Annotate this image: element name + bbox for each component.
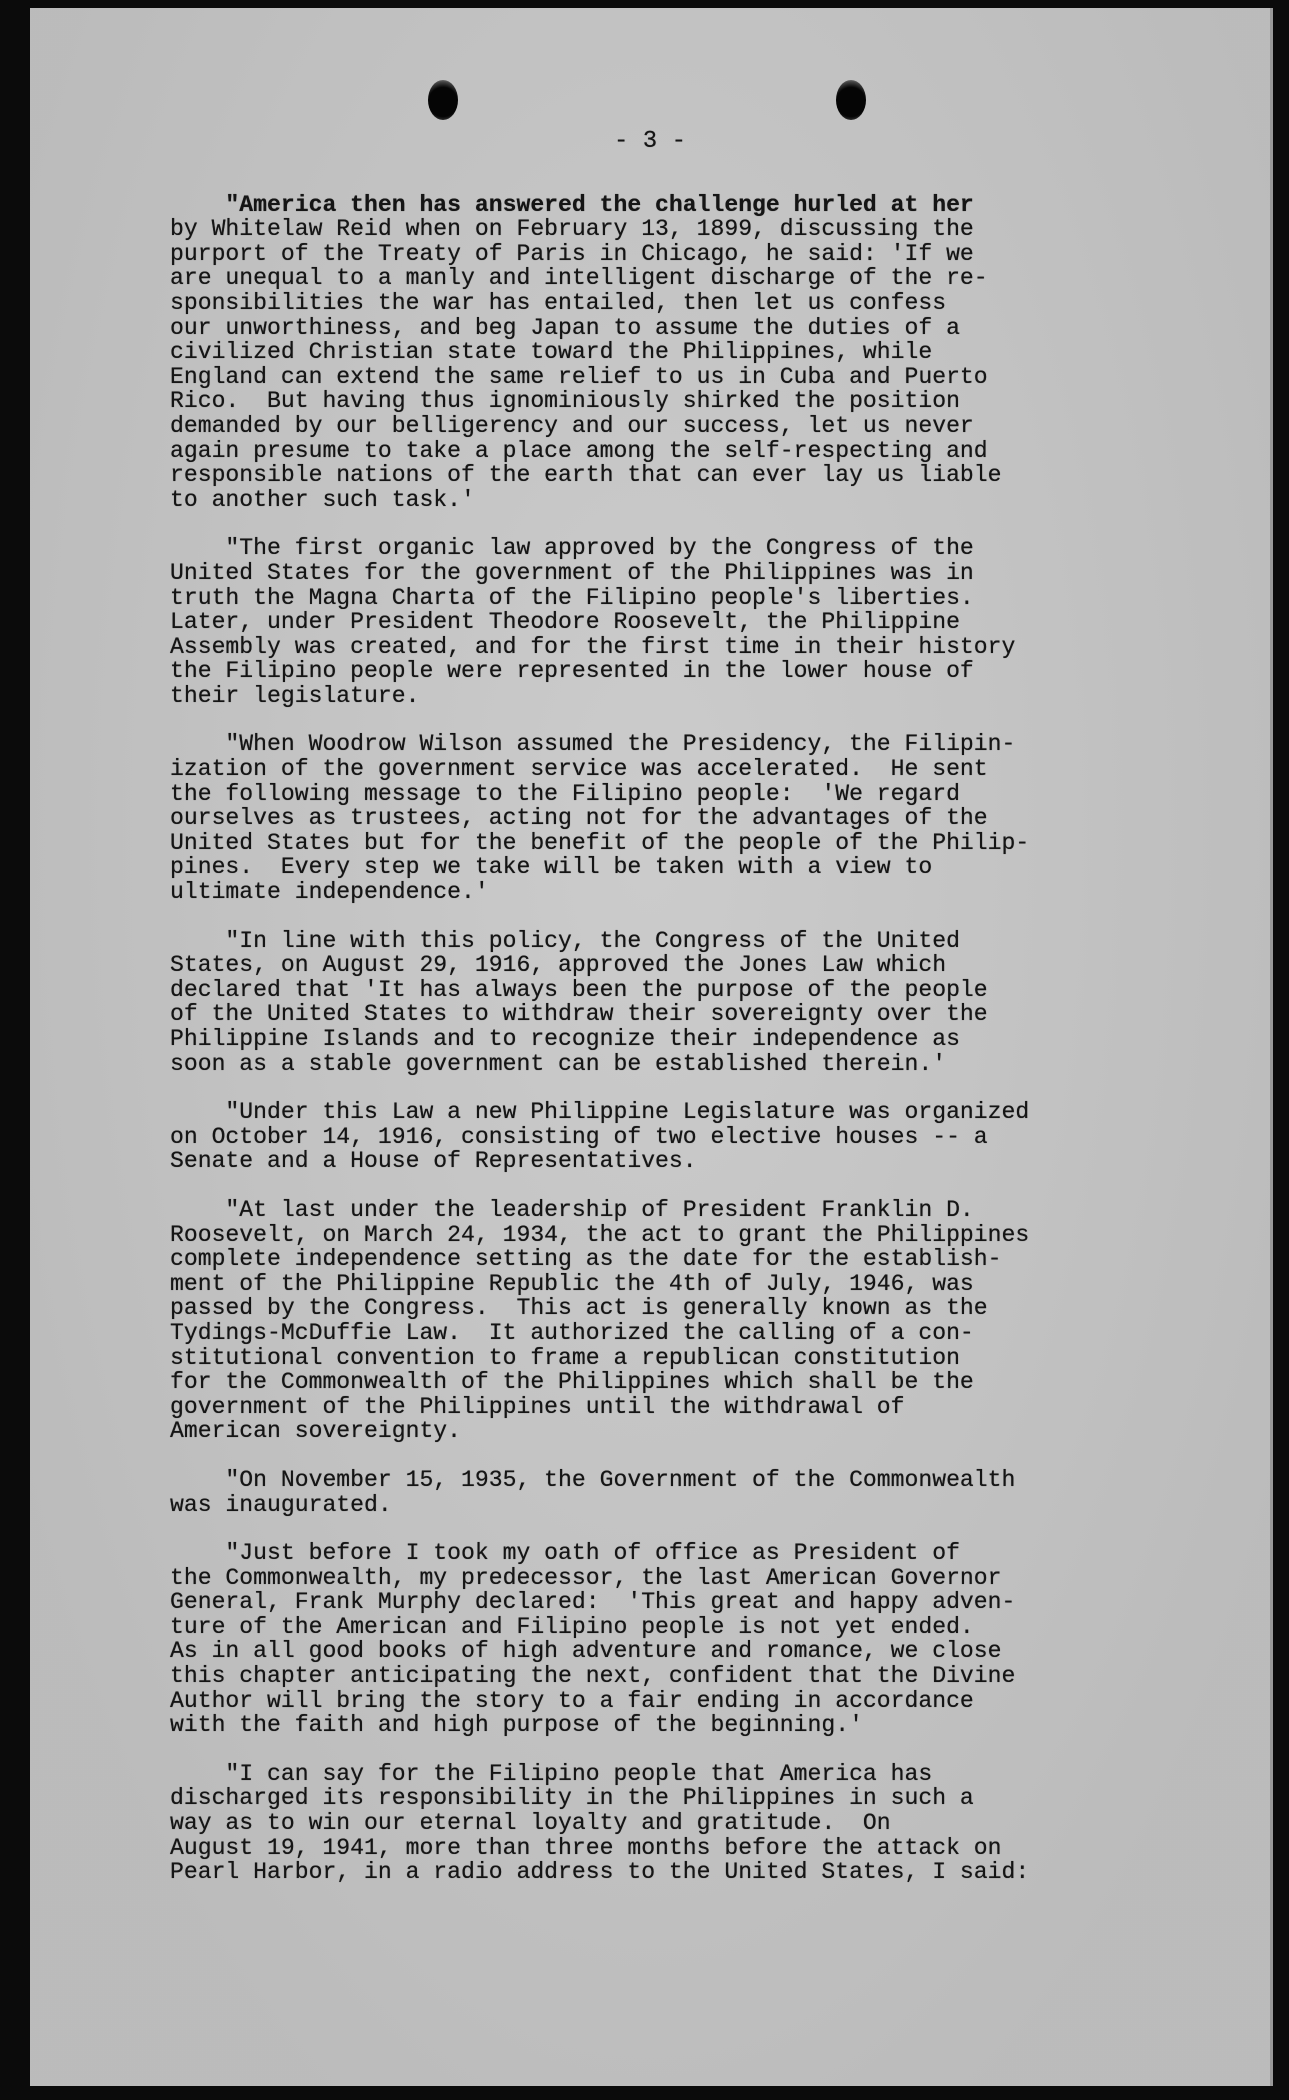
text-line: United States but for the benefit of the people of the Philip-	[170, 829, 1030, 856]
text-line: "Under this Law a new Philippine Legislature was organized	[170, 1099, 1030, 1126]
text-line: was inaugurated.	[170, 1491, 392, 1518]
paragraph-jones-law	[170, 929, 1130, 1077]
text-line: on October 14, 1916, consisting of two elective houses -- a	[170, 1123, 988, 1150]
text-line: discharged its responsibility in the Philippines in such a	[170, 1785, 974, 1812]
text-line: complete independence setting as the date for the establish-	[170, 1246, 1002, 1273]
text-line: Assembly was created, and for the first time in their history	[170, 633, 1016, 660]
text-line: civilized Christian state toward the Philippines, while	[170, 339, 933, 366]
text-line: our unworthiness, and beg Japan to assume the duties of a	[170, 314, 960, 341]
text-line: are unequal to a manly and intelligent discharge of the re-	[170, 265, 988, 292]
text-line: way as to win our eternal loyalty and gratitude. On	[170, 1810, 891, 1837]
text-line: "At last under the leadership of President Franklin D.	[170, 1196, 974, 1223]
text-line: again presume to take a place among the self-respecting and	[170, 437, 988, 464]
paragraph-whitelaw-reid	[170, 193, 1130, 513]
paragraph-eternal-loyalty	[170, 1762, 1130, 1885]
text-line: the Commonwealth, my predecessor, the last American Governor	[170, 1564, 1002, 1591]
text-line: ourselves as trustees, acting not for the advantages of the	[170, 805, 988, 832]
text-line: "In line with this policy, the Congress of the United	[170, 927, 960, 954]
text-line: passed by the Congress. This act is generally known as the	[170, 1295, 988, 1322]
paragraph-commonwealth-inauguration	[170, 1468, 1130, 1517]
paragraph-frank-murphy	[170, 1541, 1130, 1738]
text-line: ture of the American and Filipino people is not yet ended.	[170, 1613, 974, 1640]
paragraph-tydings-mcduffie	[170, 1198, 1130, 1444]
text-line: stitutional convention to frame a republican constitution	[170, 1344, 960, 1371]
text-line: "On November 15, 1935, the Government of the Commonwealth	[170, 1466, 1016, 1493]
text-line: demanded by our belligerency and our success, let us never	[170, 412, 974, 439]
punch-hole-left	[428, 80, 458, 120]
text-line: Philippine Islands and to recognize their independence as	[170, 1026, 960, 1052]
text-line: pines. Every step we take will be taken with a view to	[170, 854, 933, 881]
paragraph-woodrow-wilson	[170, 732, 1130, 904]
text-line: "When Woodrow Wilson assumed the Presidency, the Filipin-	[170, 731, 1016, 758]
text-line: soon as a stable government can be established therein.'	[170, 1050, 947, 1077]
paragraph-organic-law	[170, 536, 1130, 708]
text-line: purport of the Treaty of Paris in Chicago, he said: 'If we	[170, 240, 974, 267]
text-line: declared that 'It has always been the purpose of the people	[170, 976, 988, 1003]
text-line: by Whitelaw Reid when on February 13, 1899, discussing the	[170, 216, 974, 243]
text-line: Senate and a House of Representatives.	[170, 1148, 697, 1175]
text-line: Tydings-McDuffie Law. It authorized the calling of a con-	[170, 1319, 974, 1346]
text-line: ization of the government service was accelerated. He sent	[170, 756, 988, 783]
text-line: government of the Philippines until the withdrawal of	[170, 1393, 905, 1420]
text-line: Later, under President Theodore Roosevelt, the Philippine	[170, 609, 960, 636]
text-line: General, Frank Murphy declared: 'This great and happy adven-	[170, 1589, 1016, 1616]
text-line: their legislature.	[170, 682, 420, 709]
text-line: "Just before I took my oath of office as President of	[170, 1540, 960, 1567]
text-line: "America then has answered the challenge hurled at her	[170, 191, 974, 218]
text-line: Pearl Harbor, in a radio address to the United States, I said:	[170, 1859, 1030, 1886]
text-line: "The first organic law approved by the Congress of the	[170, 535, 974, 562]
text-line: "I can say for the Filipino people that America has	[170, 1760, 933, 1787]
text-line: this chapter anticipating the next, confident that the Divine	[170, 1663, 1016, 1690]
text-line: American sovereignty.	[170, 1418, 462, 1445]
text-line: to another such task.'	[170, 486, 475, 513]
text-line: with the faith and high purpose of the beginning.'	[170, 1712, 863, 1739]
text-line: United States for the government of the Philippines was in	[170, 559, 974, 586]
page-number: - 3 -	[613, 128, 686, 155]
text-line: the Filipino people were represented in the lower house of	[170, 658, 974, 685]
text-line: Roosevelt, on March 24, 1934, the act to grant the Philippines	[170, 1221, 1030, 1248]
text-line: of the United States to withdraw their sovereignty over the	[170, 1001, 988, 1028]
text-line: ultimate independence.'	[170, 879, 489, 906]
text-line: Author will bring the story to a fair ending in accordance	[170, 1687, 974, 1714]
text-line: States, on August 29, 1916, approved the Jones Law which	[170, 952, 947, 979]
text-line: ment of the Philippine Republic the 4th of July, 1946, was	[170, 1270, 974, 1297]
text-line: Rico. But having thus ignominiously shirked the position	[170, 388, 960, 415]
text-line: the following message to the Filipino people: 'We regard	[170, 780, 960, 807]
text-line: responsible nations of the earth that can ever lay us liable	[170, 462, 1002, 489]
text-line: As in all good books of high adventure and romance, we close	[170, 1638, 1002, 1665]
text-line: August 19, 1941, more than three months before the attack on	[170, 1834, 1002, 1861]
text-line: for the Commonwealth of the Philippines which shall be the	[170, 1369, 974, 1396]
punch-hole-right	[836, 80, 866, 120]
paragraph-legislature	[170, 1100, 1130, 1174]
text-line: England can extend the same relief to us in Cuba and Puerto	[170, 363, 988, 390]
text-line: truth the Magna Charta of the Filipino people's liberties.	[170, 584, 974, 611]
text-line: sponsibilities the war has entailed, then let us confess	[170, 289, 947, 316]
typed-text-block	[170, 130, 1130, 1909]
